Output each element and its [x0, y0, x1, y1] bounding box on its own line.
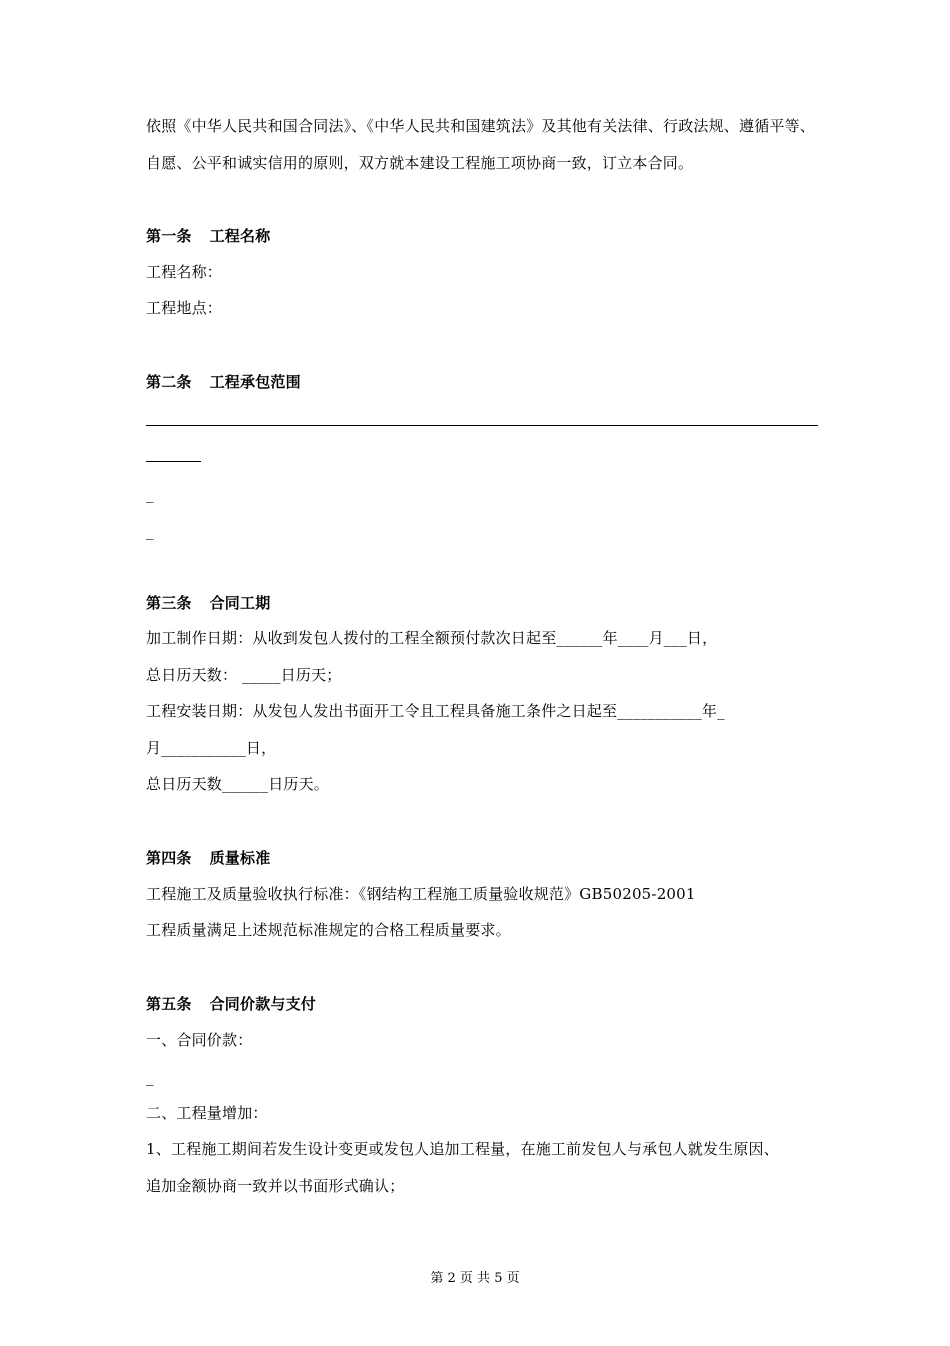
- article-3-heading: [146, 593, 270, 613]
- article-4-number: 第四条: [146, 849, 192, 867]
- article-4-title: 质量标准: [209, 849, 271, 867]
- article-1-title: 工程名称: [209, 227, 271, 245]
- article-2-heading: [146, 372, 301, 392]
- increase-item-1-line-2: 追加金额协商一致并以书面形式确认；: [146, 1177, 405, 1195]
- article-2-number: 第二条: [146, 373, 192, 391]
- article-5-heading: [146, 994, 316, 1014]
- fabrication-total-days: 总日历天数： _____日历天；: [146, 666, 342, 684]
- article-4-heading: [146, 848, 270, 868]
- scope-blank-line-1: [146, 425, 818, 426]
- fabrication-date-line: 加工制作日期：从收到发包人拨付的工程全额预付款次日起至______年____月___日，: [146, 629, 718, 647]
- installation-total-days: 总日历天数______日历天。: [146, 775, 330, 793]
- quantity-increase-label: 二、工程量增加：: [146, 1104, 268, 1122]
- project-name-label: 工程名称：: [146, 263, 223, 281]
- article-5-title: 合同价款与支付: [209, 995, 317, 1013]
- article-1-number: 第一条: [146, 227, 192, 245]
- article-1-heading: [146, 226, 270, 246]
- increase-item-1-line-1: 1、工程施工期间若发生设计变更或发包人追加工程量，在施工前发包人与承包人就发生原因、: [146, 1140, 779, 1158]
- project-location-label: 工程地点：: [146, 299, 223, 317]
- scope-dash-1: _: [146, 485, 154, 503]
- page-number-footer: 第 2 页 共 5 页: [430, 1271, 520, 1286]
- article-3-title: 合同工期: [209, 594, 271, 612]
- contract-price-dash: _: [146, 1068, 154, 1086]
- intro-line-1: 依照《中华人民共和国合同法》、《中华人民共和国建筑法》及其他有关法律、行政法规、遵循平等、: [146, 117, 816, 135]
- article-2-title: 工程承包范围: [209, 373, 301, 391]
- article-5-number: 第五条: [146, 995, 192, 1013]
- contract-price-label: 一、合同价款：: [146, 1031, 253, 1049]
- article-3-number: 第三条: [146, 594, 192, 612]
- quality-standard-line: 工程施工及质量验收执行标准：《钢结构工程施工质量验收规范》GB50205-2001: [146, 885, 696, 903]
- installation-date-line-cont: 月___________日，: [146, 739, 277, 757]
- intro-line-2: 自愿、公平和诚实信用的原则，双方就本建设工程施工项协商一致，订立本合同。: [146, 154, 694, 172]
- scope-dash-2: _: [146, 522, 154, 540]
- scope-blank-line-2: [146, 461, 201, 462]
- quality-requirement-line: 工程质量满足上述规范标准规定的合格工程质量要求。: [146, 921, 511, 939]
- installation-date-line: 工程安装日期：从发包人发出书面开工令且工程具备施工条件之日起至___________年_: [146, 702, 725, 720]
